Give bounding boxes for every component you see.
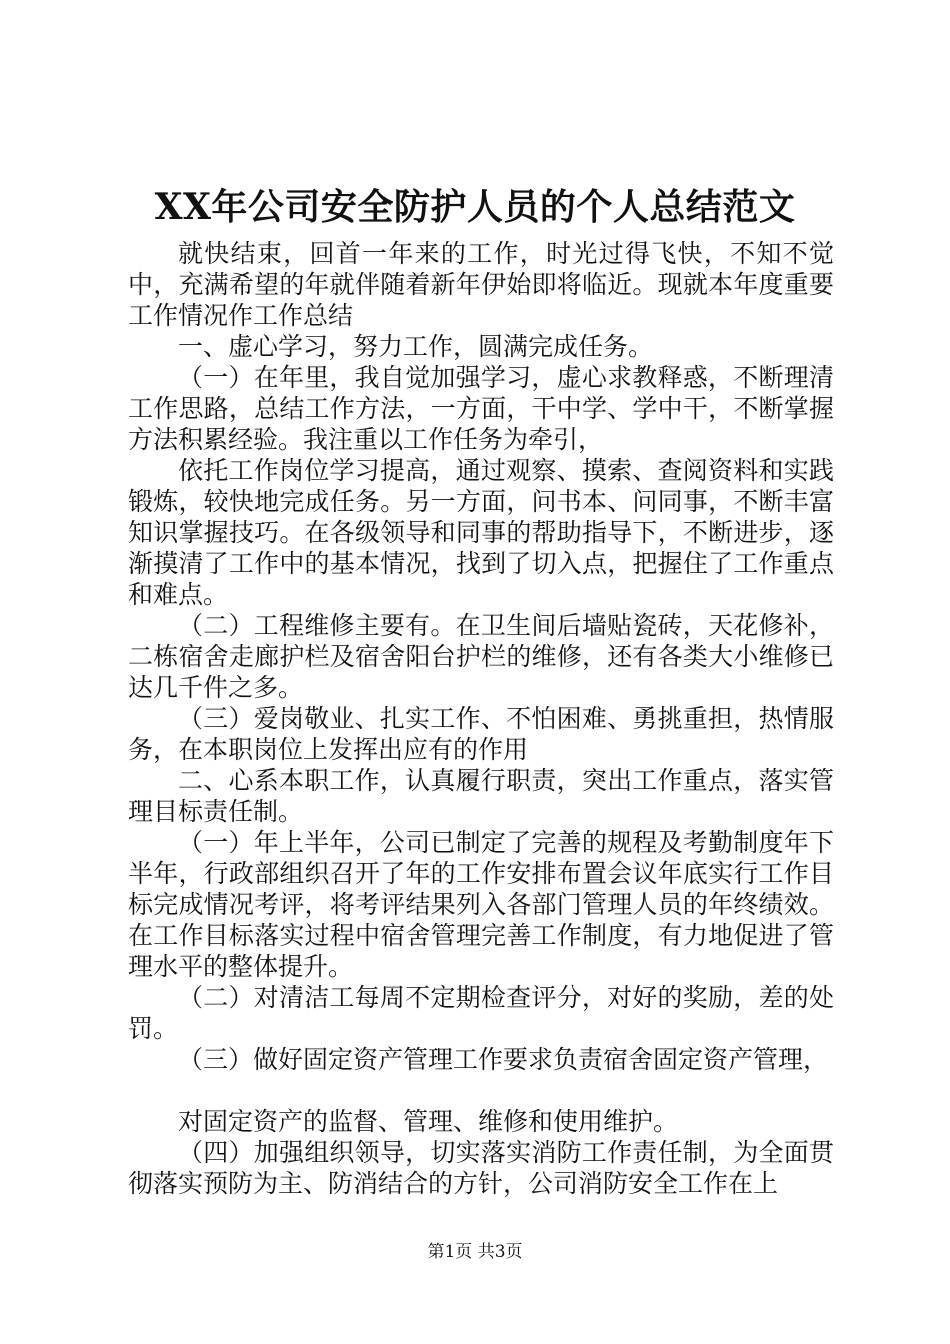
paragraph-section-1-heading: 一、虚心学习，努力工作，圆满完成任务。 — [178, 332, 654, 361]
paragraph-section-2-item-1: （一）年上半年，公司已制定了完善的规程及考勤制度年下半年，行政部组织召开了年的工作安排布置会议年底实行工作目标完成情况考评，将考评结果列入各部门管理人员的年终绩效。在工作目标落实过程中宿舍管理完善工作制度，有力地促进了管理水平的整体提升。 — [128, 828, 834, 981]
paragraph-section-1-item-1: （一）在年里，我自觉加强学习，虚心求教释惑，不断理清工作思路，总结工作方法，一方面，干中学、学中干，不断掌握方法积累经验。我注重以工作任务为牵引， — [128, 363, 834, 454]
paragraph-section-2-heading: 二、心系本职工作，认真履行职责，突出工作重点，落实管理目标责任制。 — [128, 766, 834, 826]
document-body — [128, 238, 834, 1199]
paragraph-section-2-item-2: （二）对清洁工每周不定期检查评分，对好的奖励，差的处罚。 — [128, 983, 834, 1043]
paragraph-section-2-item-3: （三）做好固定资产管理工作要求负责宿舍固定资产管理， — [178, 1045, 829, 1074]
paragraph-section-2-item-3-continued: 对固定资产的监督、管理、维修和使用维护。 — [178, 1107, 679, 1136]
paragraph-section-1-item-2: （二）工程维修主要有。在卫生间后墙贴瓷砖，天花修补，二栋宿舍走廊护栏及宿舍阳台护栏的维修，还有各类大小维修已达几千件之多。 — [128, 611, 834, 702]
document-title: XX年公司安全防护人员的个人总结范文 — [154, 186, 796, 228]
paragraph-section-1-item-3: （三）爱岗敬业、扎实工作、不怕困难、勇挑重担，热情服务，在本职岗位上发挥出应有的作用 — [128, 704, 834, 764]
paragraph-intro: 就快结束，回首一年来的工作，时光过得飞快，不知不觉中，充满希望的年就伴随着新年伊始即将临近。现就本年度重要工作情况作工作总结 — [128, 239, 834, 330]
paragraph-section-2-item-4: （四）加强组织领导，切实落实消防工作责任制，为全面贯彻落实预防为主、防消结合的方针，公司消防安全工作在上 — [128, 1138, 834, 1198]
paragraph-section-1-item-1-continued: 依托工作岗位学习提高，通过观察、摸索、查阅资料和实践锻炼，较快地完成任务。另一方面，问书本、问同事，不断丰富知识掌握技巧。在各级领导和同事的帮助指导下，不断进步，逐渐摸清了工作中的基本情况，找到了切入点，把握住了工作重点和难点。 — [128, 456, 834, 609]
page-number: 第1页 共3页 — [427, 1242, 523, 1262]
